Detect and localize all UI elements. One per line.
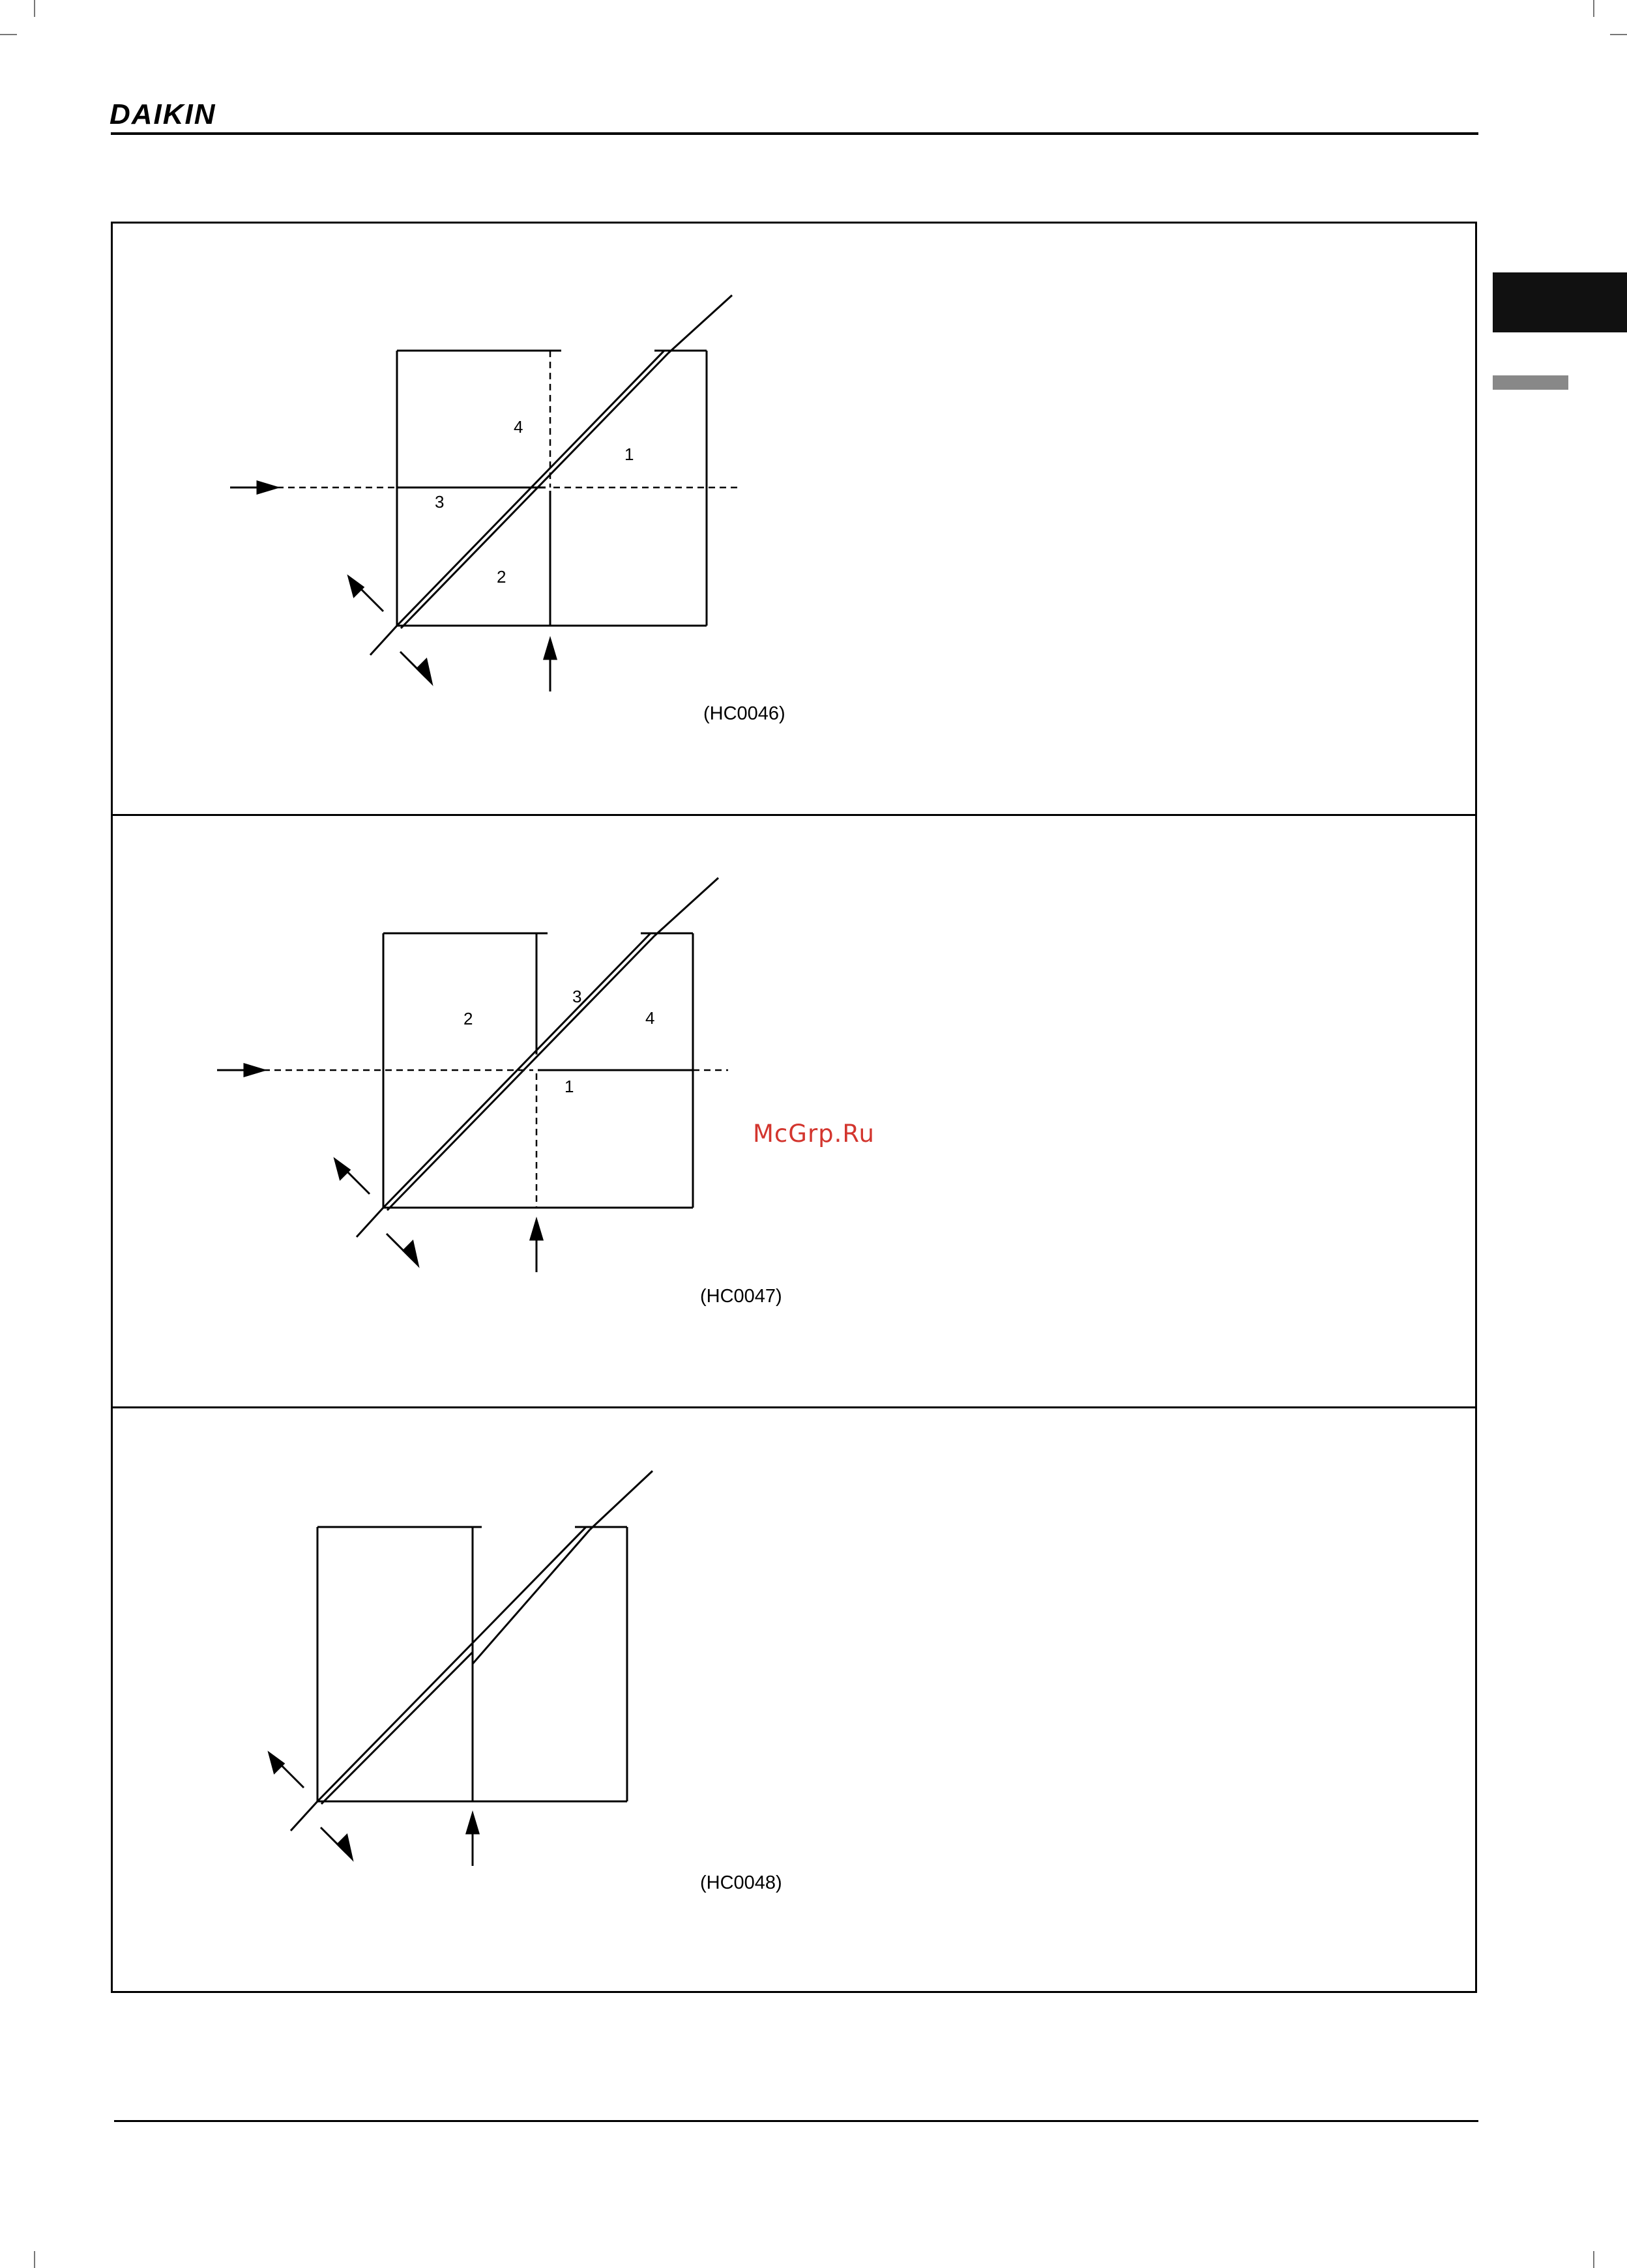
figure-frame xyxy=(111,222,1477,1993)
region-label-2: 2 xyxy=(497,567,506,587)
figure-panel-3 xyxy=(113,1408,1475,1993)
crop-mark-bottom-left-v xyxy=(34,2251,35,2268)
figure-panel-2 xyxy=(113,816,1475,1406)
crop-mark-bottom-right-v xyxy=(1593,2251,1594,2268)
figure-panel-1 xyxy=(113,224,1475,814)
region-label-2: 2 xyxy=(463,1009,473,1028)
section-tab-dark xyxy=(1493,272,1627,332)
crop-mark-top-right-v xyxy=(1593,0,1594,17)
valve-diagram-3 xyxy=(113,1408,1475,1993)
crop-mark-top-right-h xyxy=(1610,34,1627,35)
section-tab-gray xyxy=(1493,375,1568,390)
figure-code-label: (HC0048) xyxy=(700,1872,782,1893)
crop-mark-top-left-v xyxy=(34,0,35,17)
crop-mark-top-left-h xyxy=(0,34,17,35)
region-label-4: 4 xyxy=(645,1008,655,1028)
valve-diagram-1 xyxy=(113,224,1475,814)
brand-logo: DAIKIN xyxy=(110,98,216,130)
region-label-1: 1 xyxy=(564,1077,574,1096)
region-label-3: 3 xyxy=(572,987,582,1006)
header-rule xyxy=(111,132,1478,135)
footer-rule xyxy=(114,2120,1478,2122)
figure-code-label: (HC0046) xyxy=(703,703,785,724)
figure-code-label: (HC0047) xyxy=(700,1286,782,1307)
region-label-4: 4 xyxy=(514,417,523,437)
region-label-1: 1 xyxy=(624,444,634,464)
valve-diagram-2 xyxy=(113,816,1475,1406)
watermark-text: McGrp.Ru xyxy=(753,1120,875,1148)
region-label-3: 3 xyxy=(435,492,445,512)
